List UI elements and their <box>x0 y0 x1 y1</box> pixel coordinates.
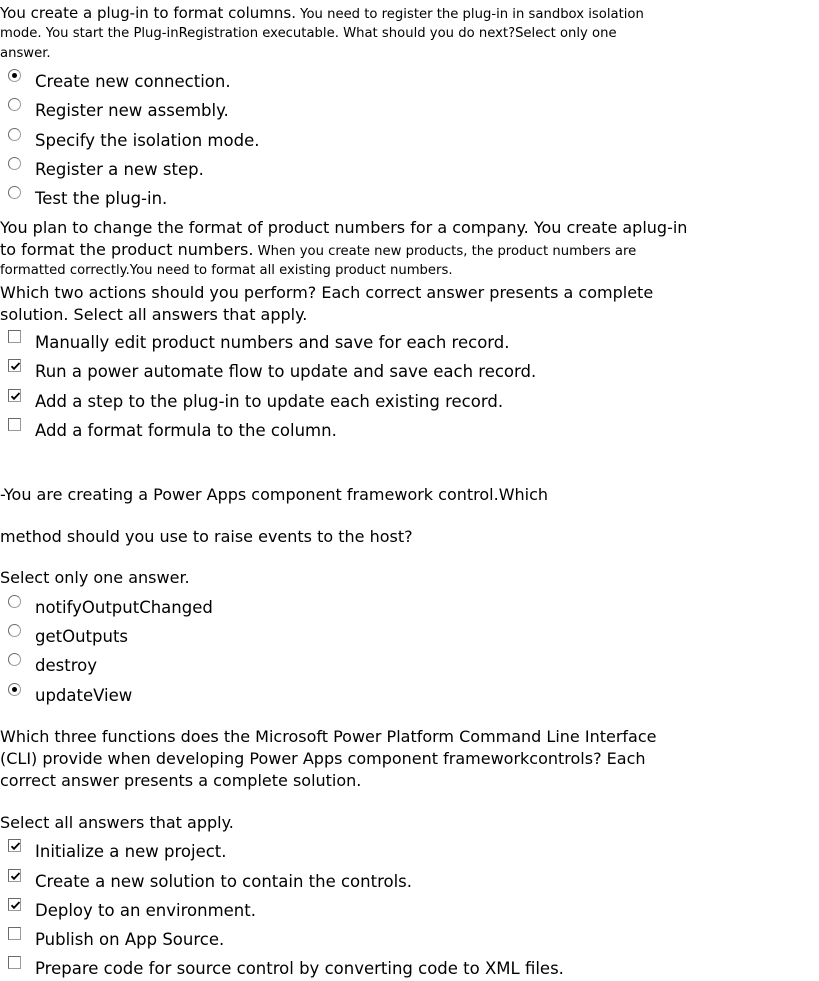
q1-stem-line-1 <box>0 2 680 25</box>
radio-button[interactable] <box>8 128 21 141</box>
q2-option-2[interactable] <box>8 359 628 381</box>
option-label: Manually edit product numbers and save for each record. <box>35 333 510 352</box>
radio-dot-icon <box>12 687 17 692</box>
checkmark-icon <box>9 840 22 853</box>
radio-button[interactable] <box>8 624 21 637</box>
q4-option-1[interactable] <box>8 839 628 861</box>
radio-button[interactable] <box>8 98 21 111</box>
option-label: Publish on App Source. <box>35 930 225 949</box>
checkmark-icon <box>9 360 22 373</box>
q4-option-3[interactable] <box>8 898 628 920</box>
q4-option-5[interactable] <box>8 956 628 978</box>
option-label: getOutputs <box>35 627 129 646</box>
radio-button[interactable] <box>8 683 21 696</box>
radio-button[interactable] <box>8 69 21 82</box>
option-label: Create new connection. <box>35 72 231 91</box>
option-label: Specify the isolation mode. <box>35 131 260 150</box>
q3-option-1[interactable] <box>8 595 628 617</box>
q4-stem-line-3: correct answer presents a complete solution. <box>0 771 362 790</box>
q2-stem-line-3: formatted correctly.You need to format all existing product numbers. <box>0 263 453 278</box>
radio-dot-icon <box>12 73 17 78</box>
q1-option-3[interactable] <box>8 128 628 150</box>
option-label: Register a new step. <box>35 160 204 179</box>
q1-stem-line-3: answer. <box>0 46 51 61</box>
option-label: Register new assembly. <box>35 101 229 120</box>
q4-stem-line-1: Which three functions does the Microsoft Power Platform Command Line Interface <box>0 727 657 746</box>
checkbox[interactable] <box>8 330 21 343</box>
q3-stem-line-2: method should you use to raise events to the host? <box>0 527 413 546</box>
checkbox[interactable] <box>8 956 21 969</box>
q1-option-4[interactable] <box>8 157 628 179</box>
q1-option-1[interactable] <box>8 69 628 91</box>
checkbox[interactable] <box>8 839 21 852</box>
q4-stem-line-4: Select all answers that apply. <box>0 813 234 832</box>
q3-option-3[interactable] <box>8 653 628 675</box>
checkbox[interactable] <box>8 418 21 431</box>
q1-stem-lead: You create a plug-in to format columns. <box>0 4 296 22</box>
checkmark-icon <box>9 899 22 912</box>
q3-stem-line-3: Select only one answer. <box>0 568 190 587</box>
radio-button[interactable] <box>8 595 21 608</box>
checkbox[interactable] <box>8 927 21 940</box>
option-label: destroy <box>35 656 97 675</box>
option-label: notifyOutputChanged <box>35 598 213 617</box>
q2-option-4[interactable] <box>8 418 628 440</box>
option-label: Initialize a new project. <box>35 842 227 861</box>
q3-option-2[interactable] <box>8 624 628 646</box>
checkbox[interactable] <box>8 898 21 911</box>
q4-option-2[interactable] <box>8 869 628 891</box>
option-label: updateView <box>35 686 133 705</box>
q2-stem-line-4: Which two actions should you perform? Each correct answer presents a complete <box>0 283 654 302</box>
radio-button[interactable] <box>8 157 21 170</box>
checkbox[interactable] <box>8 359 21 372</box>
q2-stem-part-a: to format the product numbers. <box>0 240 254 259</box>
q1-stem-line-2: mode. You start the Plug-inRegistration executable. What should you do next?Select only one <box>0 26 617 41</box>
option-label: Add a format formula to the column. <box>35 421 337 440</box>
q1-stem-rest: You need to register the plug-in in sandbox isolation <box>295 7 644 22</box>
option-label: Prepare code for source control by converting code to XML files. <box>35 959 564 978</box>
q4-stem-line-2: (CLI) provide when developing Power Apps component frameworkcontrols? Each <box>0 749 646 768</box>
q1-option-2[interactable] <box>8 98 628 120</box>
q2-stem-line-2 <box>0 239 680 262</box>
checkmark-icon <box>9 390 22 403</box>
checkbox[interactable] <box>8 389 21 402</box>
q2-stem-part-b: When you create new products, the product numbers are <box>253 244 637 259</box>
option-label: Create a new solution to contain the controls. <box>35 872 413 891</box>
option-label: Add a step to the plug-in to update each existing record. <box>35 392 504 411</box>
q2-option-1[interactable] <box>8 330 628 352</box>
q2-stem-line-5: solution. Select all answers that apply. <box>0 305 308 324</box>
checkbox[interactable] <box>8 869 21 882</box>
option-label: Deploy to an environment. <box>35 901 256 920</box>
option-label: Run a power automate flow to update and save each record. <box>35 362 537 381</box>
radio-button[interactable] <box>8 186 21 199</box>
q3-stem-line-1: -You are creating a Power Apps component framework control.Which <box>0 485 549 504</box>
option-label: Test the plug-in. <box>35 189 168 208</box>
q2-stem-line-1: You plan to change the format of product numbers for a company. You create aplug-in <box>0 218 688 237</box>
q4-option-4[interactable] <box>8 927 628 949</box>
radio-button[interactable] <box>8 653 21 666</box>
q2-option-3[interactable] <box>8 389 628 411</box>
q3-option-4[interactable] <box>8 683 628 705</box>
q1-option-5[interactable] <box>8 186 628 208</box>
checkmark-icon <box>9 870 22 883</box>
